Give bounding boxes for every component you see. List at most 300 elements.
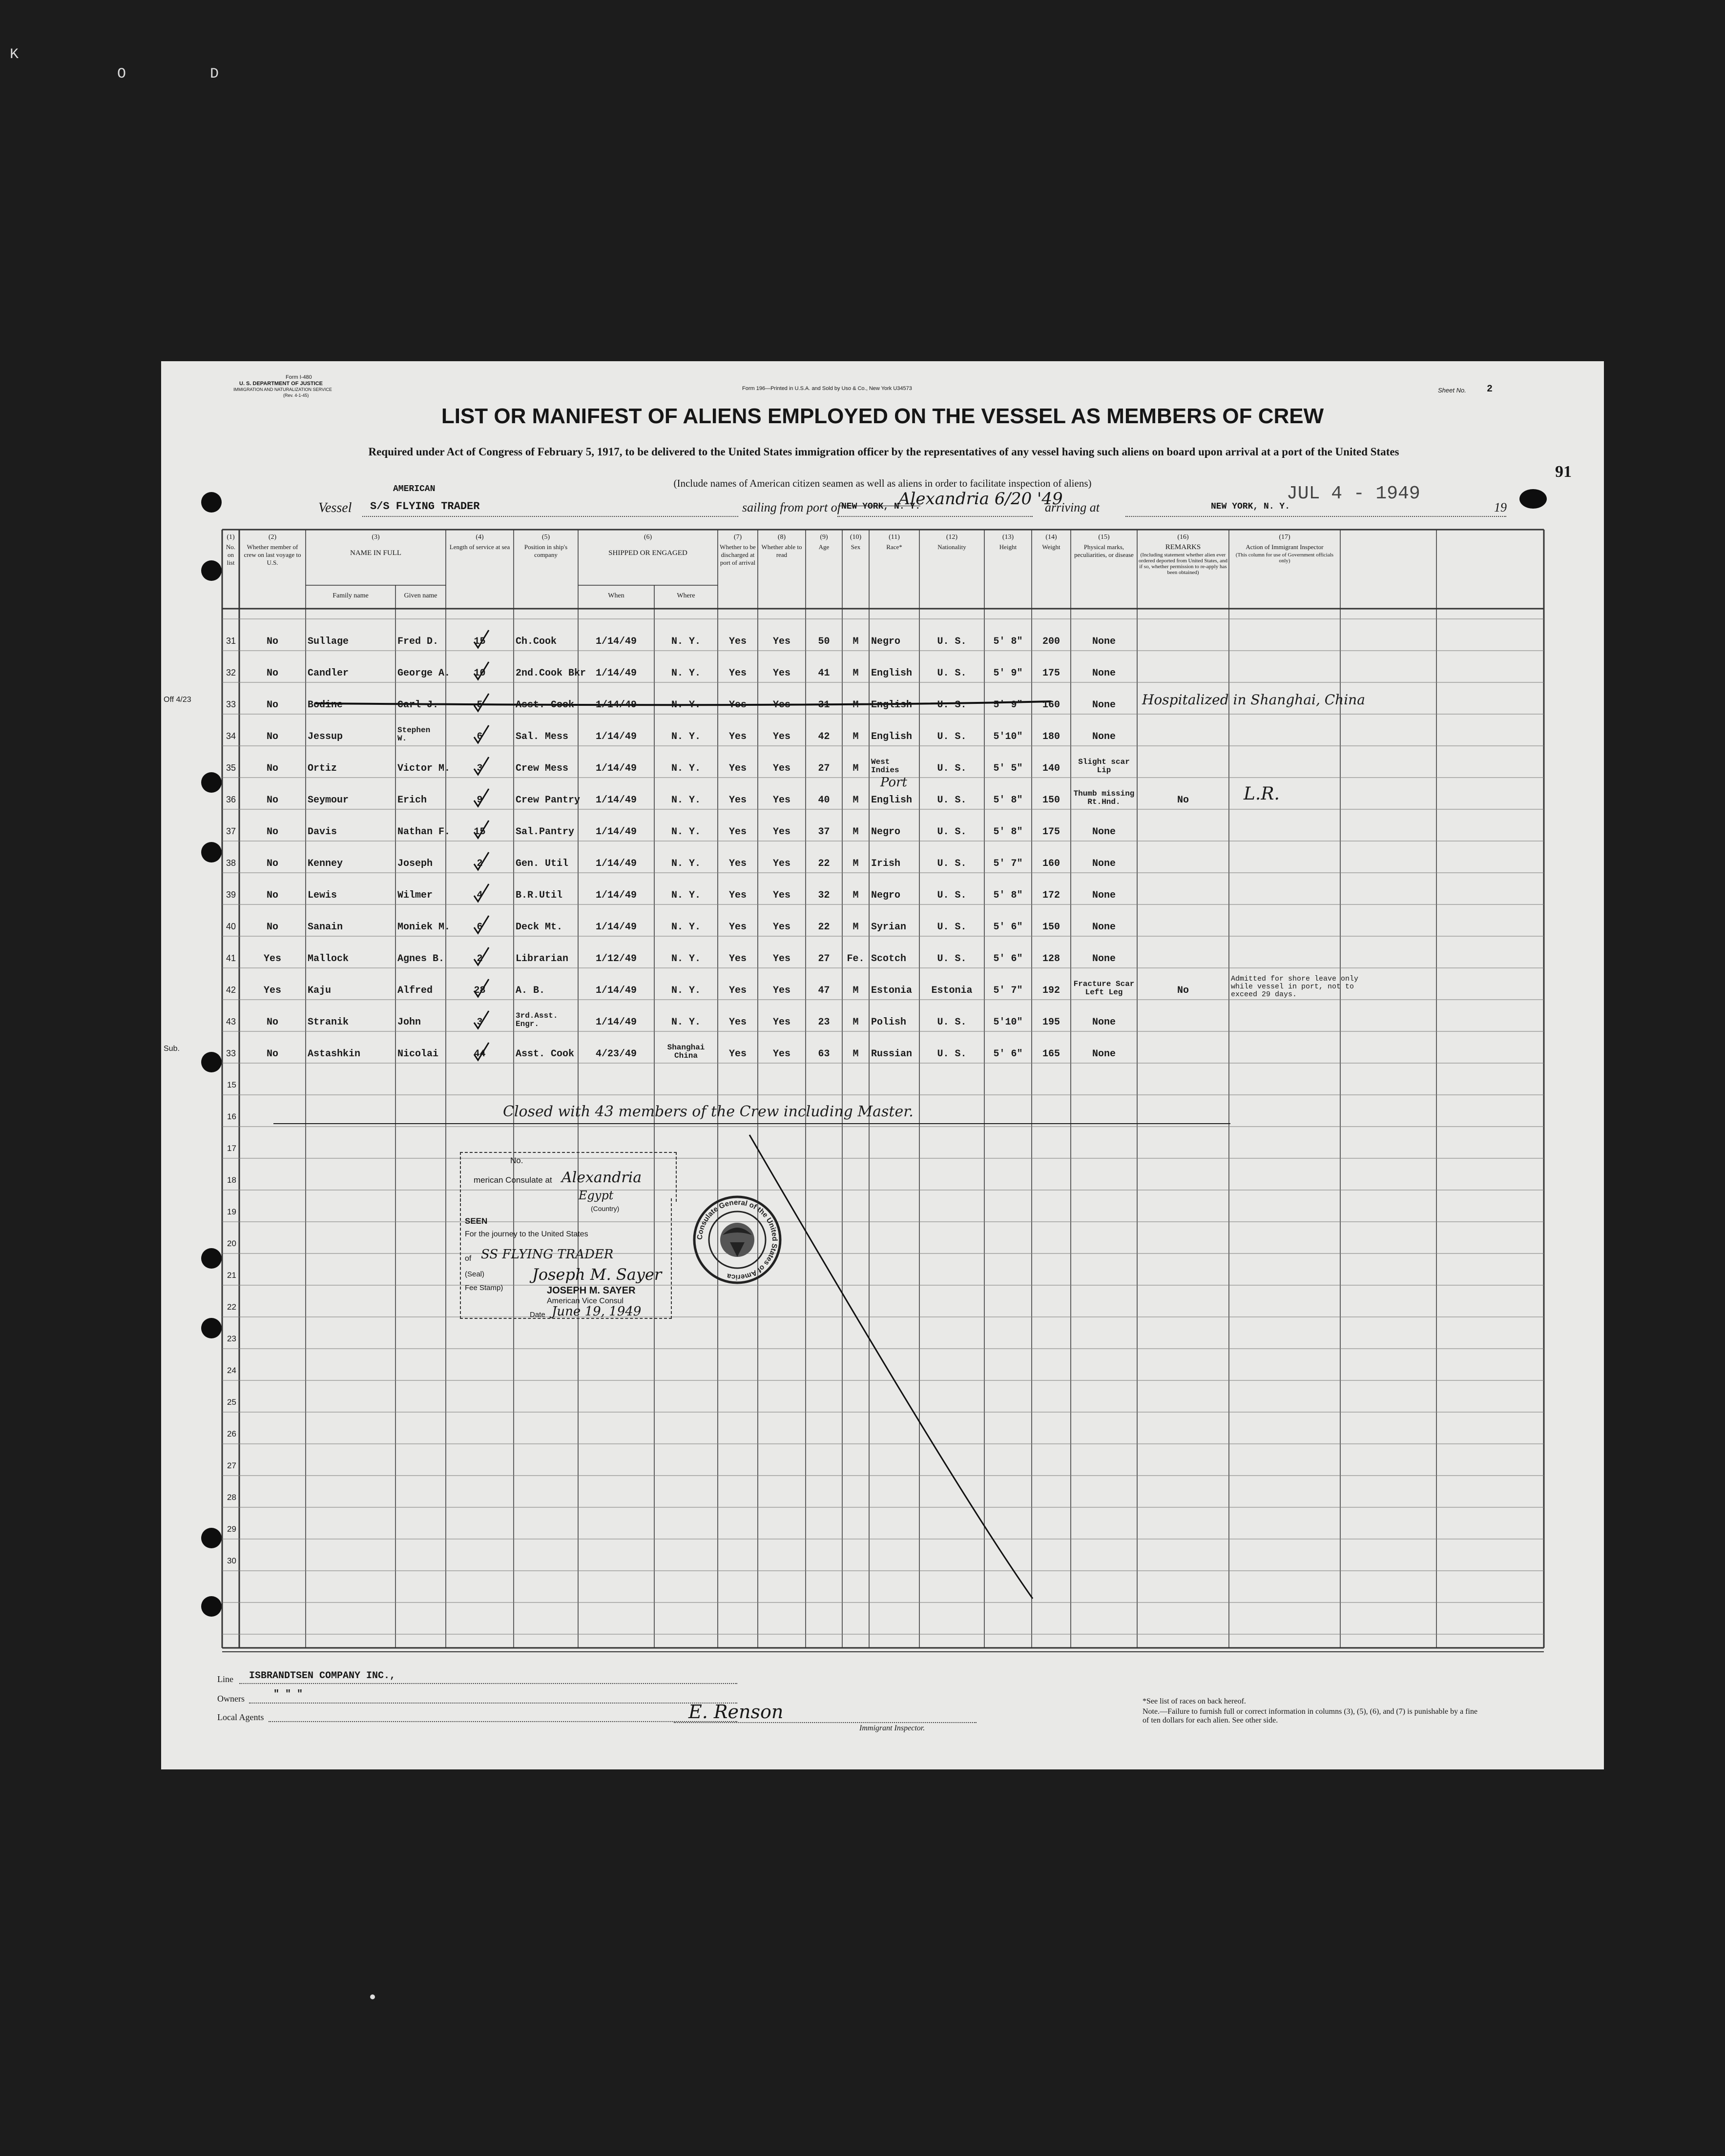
cell-service: 15 — [474, 636, 486, 647]
cell-family: Jessup — [308, 731, 343, 742]
page-title: LIST OR MANIFEST OF ALIENS EMPLOYED ON THE VESSEL AS MEMBERS OF CREW — [441, 404, 1324, 428]
cell-when: 1/14/49 — [595, 858, 637, 869]
svg-text:Consulate General of the Unite: Consulate General of the United States of America — [695, 1198, 779, 1282]
cell-marks: None — [1092, 890, 1116, 901]
cell-when: 1/14/49 — [595, 826, 637, 838]
cell-when: 1/14/49 — [595, 763, 637, 774]
cell-position: Asst. Cook — [516, 1048, 575, 1060]
line-number: 22 — [227, 1302, 236, 1312]
cell-remarks: No — [1177, 795, 1189, 806]
row-number: 34 — [226, 731, 236, 741]
cell-given: Alfred — [397, 985, 433, 996]
column-header: Whether able to read — [761, 543, 802, 558]
revision: (Rev. 4-1-45) — [283, 393, 309, 398]
corner-mark-d: D — [210, 66, 219, 82]
cell-nationality: U. S. — [937, 636, 967, 647]
cell-remarks: No — [1177, 985, 1189, 996]
cell-prev: No — [266, 922, 278, 933]
manifest-page — [161, 361, 1604, 1769]
cell-read: Yes — [772, 953, 790, 965]
cell-service: 28 — [474, 985, 486, 996]
cell-service: 15 — [474, 826, 486, 838]
column-header: Age — [818, 543, 830, 551]
cell-where: N. Y. — [671, 636, 701, 647]
cell-race: Irish — [871, 858, 901, 869]
cell-height: 5' 8" — [993, 890, 1023, 901]
column-number: (7) — [733, 534, 742, 541]
row-margin-note: Off 4/23 — [164, 696, 191, 704]
cell-weight: 165 — [1042, 1048, 1060, 1060]
department: U. S. DEPARTMENT OF JUSTICE — [239, 381, 323, 387]
cell-family: Candler — [308, 668, 349, 679]
cell-prev: No — [266, 731, 278, 742]
cell-prev: No — [266, 699, 278, 711]
cell-nationality: U. S. — [937, 699, 967, 711]
footer-owners-value: " " " — [273, 1689, 303, 1700]
column-subheader: When — [608, 592, 624, 599]
cell-where: N. Y. — [671, 890, 701, 901]
cell-nationality: U. S. — [937, 953, 967, 965]
stamp-official-title: American Vice Consul — [547, 1297, 624, 1305]
cell-sex: M — [852, 763, 859, 774]
stamp-date: June 19, 1949 — [552, 1304, 642, 1319]
cell-weight: 150 — [1042, 795, 1060, 806]
cell-height: 5' 5" — [993, 763, 1023, 774]
cell-family: Davis — [308, 826, 337, 838]
column-subheader: Given name — [404, 592, 437, 599]
cell-service: 44 — [474, 1048, 486, 1060]
line-number: 30 — [227, 1556, 236, 1565]
stamp-country-label: (Country) — [591, 1205, 620, 1212]
cell-race: Polish — [871, 1017, 907, 1028]
cell-where: N. Y. — [671, 763, 701, 774]
cell-height: 5' 7" — [993, 985, 1023, 996]
form-number: Form I-480 — [286, 374, 312, 380]
cell-read: Yes — [772, 699, 790, 711]
row-margin-note: Sub. — [164, 1045, 180, 1053]
cell-prev: No — [266, 890, 278, 901]
cell-race: Russian — [871, 1048, 913, 1060]
column-header: Weight — [1042, 543, 1060, 551]
cell-prev: Yes — [263, 985, 281, 996]
cell-sex: M — [852, 922, 859, 933]
cell-weight: 160 — [1042, 699, 1060, 711]
cell-sex: M — [852, 1017, 859, 1028]
line-number: 23 — [227, 1334, 236, 1343]
row-number: 41 — [226, 953, 236, 963]
manifest-grid — [161, 361, 1604, 1769]
cell-read: Yes — [772, 890, 790, 901]
cell-read: Yes — [772, 858, 790, 869]
vessel-name: S/S FLYING TRADER — [370, 500, 480, 513]
cell-family: Stranik — [308, 1017, 349, 1028]
footer-line-label: Line — [217, 1674, 233, 1684]
arriving-label: arriving at — [1045, 500, 1100, 514]
column-number: (8) — [777, 534, 786, 541]
vessel-label: Vessel — [318, 500, 352, 515]
column-header: REMARKS — [1165, 543, 1201, 551]
row-number: 33 — [226, 1048, 236, 1058]
cell-sex: M — [852, 636, 859, 647]
stamp-vessel: SS FLYING TRADER — [481, 1247, 614, 1262]
cell-read: Yes — [772, 985, 790, 996]
cell-when: 4/23/49 — [595, 1048, 637, 1060]
cell-height: 5'10" — [993, 1017, 1023, 1028]
cell-when: 1/14/49 — [595, 890, 637, 901]
cell-weight: 160 — [1042, 858, 1060, 869]
footer-line-value: ISBRANDTSEN COMPANY INC., — [249, 1670, 396, 1682]
cell-family: Kaju — [308, 985, 332, 996]
cell-given: Stephen W. — [397, 726, 431, 743]
row-number: 33 — [226, 699, 236, 709]
footer-owners-label: Owners — [217, 1694, 245, 1704]
film-speck — [370, 1994, 375, 1999]
cell-family: Sanain — [308, 922, 343, 933]
column-header: Physical marks, peculiarities, or disease — [1074, 543, 1134, 558]
cell-discharged: Yes — [728, 795, 747, 806]
cell-where: N. Y. — [671, 826, 701, 838]
cell-where: N. Y. — [671, 795, 701, 806]
cell-given: Nathan F. — [397, 826, 451, 838]
cell-read: Yes — [772, 763, 790, 774]
cell-prev: Yes — [263, 953, 281, 965]
cell-nationality: U. S. — [937, 826, 967, 838]
cell-nationality: U. S. — [937, 890, 967, 901]
cell-read: Yes — [772, 826, 790, 838]
cell-service: 2 — [477, 953, 483, 965]
cell-service: 6 — [477, 731, 483, 742]
cell-height: 5' 8" — [993, 826, 1023, 838]
row-number: 43 — [226, 1017, 236, 1027]
footer-owners-underline — [249, 1703, 737, 1704]
consulate-seal — [688, 1191, 786, 1289]
cell-marks: None — [1092, 699, 1116, 711]
cell-marks: None — [1092, 636, 1116, 647]
cell-age: 23 — [818, 1017, 830, 1028]
column-number: (6) — [644, 534, 652, 541]
cell-nationality: U. S. — [937, 922, 967, 933]
cell-when: 1/14/49 — [595, 795, 637, 806]
column-header: Sex — [851, 543, 861, 551]
cell-age: 31 — [818, 699, 830, 711]
column-number: (16) — [1177, 534, 1189, 541]
cell-sex: M — [852, 699, 859, 711]
cell-position: Gen. Util — [516, 858, 569, 869]
cell-weight: 175 — [1042, 826, 1060, 838]
cell-age: 40 — [818, 795, 830, 806]
cell-family: Ortiz — [308, 763, 337, 774]
cell-marks: Thumb missing Rt.Hnd. — [1073, 789, 1135, 806]
cell-when: 1/14/49 — [595, 699, 637, 711]
cell-height: 5' 8" — [993, 795, 1023, 806]
cell-prev: No — [266, 1017, 278, 1028]
sailing-label: sailing from port of — [742, 500, 841, 514]
cell-sex: M — [852, 731, 859, 742]
cell-remarks: Hospitalized in Shanghai, China — [1142, 692, 1365, 708]
page-number: 91 — [1555, 463, 1572, 481]
cell-discharged: Yes — [728, 699, 747, 711]
cell-discharged: Yes — [728, 763, 747, 774]
cell-race: English — [871, 668, 913, 679]
cell-given: Agnes B. — [397, 953, 445, 965]
column-subheader: Where — [677, 592, 695, 599]
cell-weight: 180 — [1042, 731, 1060, 742]
row-number: 36 — [226, 795, 236, 804]
cell-weight: 128 — [1042, 953, 1060, 965]
cell-nationality: U. S. — [937, 731, 967, 742]
cell-prev: No — [266, 763, 278, 774]
cell-read: Yes — [772, 1017, 790, 1028]
cell-weight: 200 — [1042, 636, 1060, 647]
cell-age: 37 — [818, 826, 830, 838]
column-header: Height — [999, 543, 1017, 551]
cell-marks: None — [1092, 826, 1116, 838]
cell-service: 6 — [477, 922, 483, 933]
cell-where: N. Y. — [671, 985, 701, 996]
cell-age: 32 — [818, 890, 830, 901]
inspector-underline — [674, 1722, 977, 1723]
column-number: (3) — [372, 534, 380, 541]
cell-prev: No — [266, 668, 278, 679]
column-number: (10) — [850, 534, 862, 541]
cell-race: Estonia — [871, 985, 913, 996]
cell-marks: None — [1092, 922, 1116, 933]
cell-marks: None — [1092, 1048, 1116, 1060]
cell-nationality: Estonia — [931, 985, 973, 996]
cell-discharged: Yes — [728, 731, 747, 742]
line-number: 25 — [227, 1397, 236, 1407]
cell-height: 5' 6" — [993, 922, 1023, 933]
cell-discharged: Yes — [728, 985, 747, 996]
cell-action: Admitted for shore leave only while vessel in port, not to exceed 29 days. — [1231, 975, 1359, 999]
cell-read: Yes — [772, 1048, 790, 1060]
column-header: Action of Immigrant Inspector — [1246, 543, 1324, 551]
row-number: 31 — [226, 636, 236, 646]
cell-where: N. Y. — [671, 858, 701, 869]
cell-age: 22 — [818, 858, 830, 869]
column-number: (17) — [1279, 534, 1290, 541]
line-number: 24 — [227, 1366, 236, 1375]
column-number: (9) — [820, 534, 828, 541]
cell-age: 42 — [818, 731, 830, 742]
cell-weight: 192 — [1042, 985, 1060, 996]
cell-given: Fred D. — [397, 636, 439, 647]
cell-sex: M — [852, 1048, 859, 1060]
cell-sex: M — [852, 826, 859, 838]
row-number: 32 — [226, 668, 236, 678]
cell-nationality: U. S. — [937, 795, 967, 806]
cell-position: 2nd.Cook Bkr — [516, 668, 586, 679]
cell-age: 27 — [818, 953, 830, 965]
cell-given: Wilmer — [397, 890, 433, 901]
cell-prev: No — [266, 826, 278, 838]
cell-family: Sullage — [308, 636, 349, 647]
cell-race: English — [871, 795, 913, 806]
cell-given: George A. — [397, 668, 451, 679]
cell-prev: No — [266, 858, 278, 869]
cell-when: 1/12/49 — [595, 953, 637, 965]
cell-given: John — [397, 1017, 421, 1028]
column-header: SHIPPED OR ENGAGED — [608, 549, 687, 557]
cell-family: Lewis — [308, 890, 337, 901]
cell-sex: M — [852, 985, 859, 996]
cell-service: 2 — [477, 858, 483, 869]
cell-position: Ch.Cook — [516, 636, 557, 647]
row-number: 40 — [226, 922, 236, 931]
cell-height: 5'10" — [993, 731, 1023, 742]
cell-where: Shanghai China — [667, 1043, 705, 1060]
footer-note: Note.—Failure to furnish full or correct information in columns (3), (5), (6), and (7) is punishable by a fine of ten dollars for each alien. See other side. — [1143, 1707, 1478, 1725]
cell-nationality: U. S. — [937, 1048, 967, 1060]
cell-race: Syrian — [871, 922, 907, 933]
row-number: 42 — [226, 985, 236, 995]
cell-marks: None — [1092, 953, 1116, 965]
race-note: *See list of races on back hereof. — [1143, 1697, 1246, 1705]
cell-where: N. Y. — [671, 1017, 701, 1028]
cell-position: Asst. Cook — [516, 699, 575, 711]
cell-nationality: U. S. — [937, 668, 967, 679]
cell-discharged: Yes — [728, 826, 747, 838]
footer-agents-underline — [269, 1721, 737, 1722]
vessel-flag: AMERICAN — [393, 484, 436, 494]
cell-position: Librarian — [516, 953, 569, 965]
year-label: 19 — [1494, 500, 1507, 514]
arriving-port: NEW YORK, N. Y. — [1211, 502, 1290, 512]
cell-family: Bodine — [308, 699, 343, 711]
row-number: 38 — [226, 858, 236, 868]
line-number: 29 — [227, 1524, 236, 1534]
cell-race: Negro — [871, 890, 901, 901]
cell-read: Yes — [772, 636, 790, 647]
column-header: Whether to be discharged at port of arrival — [720, 543, 756, 566]
cell-position: Crew Pantry — [516, 795, 581, 806]
column-subheader: Family name — [333, 592, 369, 599]
page-note: (Include names of American citizen seamen as well as aliens in order to facilitate inspection of aliens) — [673, 477, 1092, 489]
cell-service: 3 — [477, 763, 483, 774]
cell-discharged: Yes — [728, 636, 747, 647]
cell-discharged: Yes — [728, 922, 747, 933]
cell-discharged: Yes — [728, 1048, 747, 1060]
cell-age: 63 — [818, 1048, 830, 1060]
cell-marks: None — [1092, 731, 1116, 742]
row-number: 39 — [226, 890, 236, 900]
column-header: Nationality — [937, 543, 966, 551]
sailing-port-typed: NEW YORK, N. Y. — [841, 502, 921, 512]
cell-when: 1/14/49 — [595, 668, 637, 679]
cell-given: Joseph — [397, 858, 433, 869]
cell-read: Yes — [772, 922, 790, 933]
cell-when: 1/14/49 — [595, 922, 637, 933]
cell-service: 5 — [477, 699, 483, 711]
cell-height: 5' 8" — [993, 636, 1023, 647]
cell-read: Yes — [772, 731, 790, 742]
cell-position: Sal. Mess — [516, 731, 569, 742]
cancel-stroke — [749, 1135, 1033, 1599]
column-header: Position in ship's company — [524, 543, 568, 558]
column-header: NAME IN FULL — [350, 549, 401, 557]
cell-height: 5' 6" — [993, 953, 1023, 965]
sheet-number: 2 — [1487, 384, 1493, 395]
cell-when: 1/14/49 — [595, 636, 637, 647]
cell-age: 50 — [818, 636, 830, 647]
cell-weight: 140 — [1042, 763, 1060, 774]
cell-position: Crew Mess — [516, 763, 569, 774]
cell-race: Negro — [871, 636, 901, 647]
cell-height: 5' 6" — [993, 1048, 1023, 1060]
cell-height: 5' 7" — [993, 858, 1023, 869]
closing-note: Closed with 43 members of the Crew including Master. — [503, 1103, 914, 1120]
closing-underline — [273, 1123, 1230, 1124]
cell-marks: Fracture Scar Left Leg — [1073, 980, 1135, 997]
cell-race: Negro — [871, 826, 901, 838]
cell-service: 4 — [477, 890, 483, 901]
cell-family: Astashkin — [308, 1048, 361, 1060]
cell-weight: 175 — [1042, 668, 1060, 679]
column-number: (5) — [541, 534, 550, 541]
cell-action: L.R. — [1244, 784, 1280, 804]
stamp-signature: Joseph M. Sayer — [532, 1265, 662, 1284]
column-subheader: (This column for use of Government officials only) — [1235, 552, 1334, 564]
cell-discharged: Yes — [728, 668, 747, 679]
cell-position: 3rd.Asst. Engr. — [516, 1011, 558, 1028]
cell-age: 27 — [818, 763, 830, 774]
cell-nationality: U. S. — [937, 763, 967, 774]
cell-family: Kenney — [308, 858, 343, 869]
printer-line: Form 196—Printed in U.S.A. and Sold by Uso & Co., New York U34573 — [742, 386, 912, 391]
page-subtitle: Required under Act of Congress of February 5, 1917, to be delivered to the United States immigration officer by the representatives of any vessel having such aliens on board upon arrival at a port of the United States — [368, 446, 1399, 458]
cell-family: Mallock — [308, 953, 349, 965]
cell-discharged: Yes — [728, 953, 747, 965]
line-number: 28 — [227, 1493, 236, 1502]
cell-nationality: U. S. — [937, 1017, 967, 1028]
cell-service: 10 — [474, 668, 486, 679]
stamp-seal: (Seal) — [465, 1270, 485, 1278]
cell-sex: M — [852, 890, 859, 901]
cell-weight: 172 — [1042, 890, 1060, 901]
cell-sex: M — [852, 795, 859, 806]
date-stamp: JUL 4 - 1949 — [1287, 483, 1420, 504]
column-header: Race* — [886, 543, 902, 551]
cell-height: 5' 9" — [993, 668, 1023, 679]
stamp-journey: For the journey to the United States — [465, 1230, 588, 1238]
column-number: (13) — [1002, 534, 1014, 541]
cell-marks: None — [1092, 1017, 1116, 1028]
cell-prev: No — [266, 1048, 278, 1060]
cell-sex: Fe. — [847, 953, 865, 965]
sheet-label: Sheet No. — [1438, 387, 1466, 394]
line-number: 15 — [227, 1080, 236, 1089]
cell-given: Victor M. — [397, 763, 451, 774]
column-number: (4) — [476, 534, 484, 541]
cell-prev: No — [266, 795, 278, 806]
stamp-city: Alexandria — [561, 1169, 642, 1186]
cell-marks: None — [1092, 858, 1116, 869]
cell-age: 47 — [818, 985, 830, 996]
line-number: 26 — [227, 1429, 236, 1438]
cell-given: Moniek M. — [397, 922, 451, 933]
row-number: 37 — [226, 826, 236, 836]
cell-race: English — [871, 699, 913, 711]
corner-mark-k: K — [10, 46, 19, 63]
service: IMMIGRATION AND NATURALIZATION SERVICE — [233, 387, 332, 392]
cell-where: N. Y. — [671, 668, 701, 679]
stamp-seen: SEEN — [465, 1216, 488, 1226]
line-number: 21 — [227, 1271, 236, 1280]
cell-given: Carl J. — [397, 699, 439, 711]
sailing-port-handwritten: Alexandria 6/20 '49 — [898, 489, 1063, 509]
cell-when: 1/14/49 — [595, 985, 637, 996]
column-number: (12) — [946, 534, 958, 541]
